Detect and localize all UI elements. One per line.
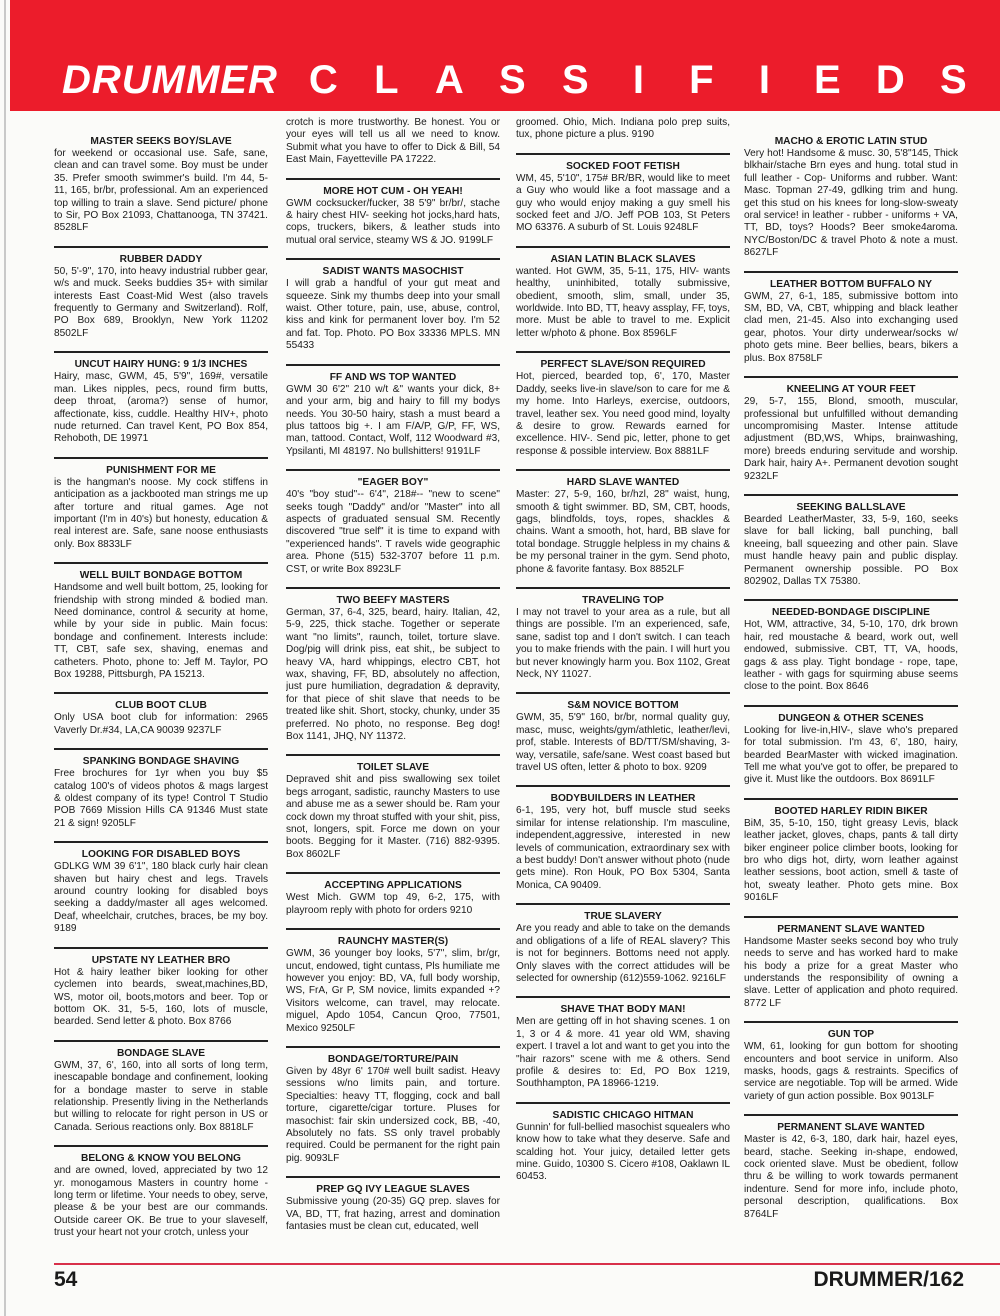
ad-divider	[286, 469, 500, 471]
ad-divider	[516, 351, 730, 353]
column-1	[54, 117, 268, 1257]
ad-title: SPANKING BONDAGE SHAVING	[82, 756, 240, 768]
ad-divider	[286, 872, 500, 874]
ad-title: BODYBUILDERS IN LEATHER	[550, 793, 696, 805]
classified-ad	[286, 469, 500, 576]
ad-body: Very hot! Handsome & musc. 30, 5'8"145, Thick blkhair/stache Brn eyes and hung. total stud in full leather - Cop- Uniforms and rubber. Want: Masc. Topman 27-49, gdlking trim and hung. get this stud on his knees for long-slow-sweaty oral service! in leather - rubber - uniforms + VA, TT, BD, toys? Hoods? Beer smoke4aroma. NYC/Boston/DC & travel Photo & note a must. 8627LF	[744, 148, 958, 259]
ad-title: ACCEPTING APPLICATIONS	[324, 880, 462, 892]
ad-divider	[54, 246, 268, 248]
ad-body: Depraved shit and piss swallowing sex toilet begs arrogant, sadistic, raunchy Masters to use and abuse me as a sewer should be. Ram your cock down my throat stuffed with your shit, piss, snot, longers, spit. Force me down on your boots. Begging for it Master. (716) 882-9395. Box 8602LF	[286, 774, 500, 860]
ad-divider	[286, 178, 500, 180]
ad-title: TOILET SLAVE	[356, 762, 430, 774]
ad-divider	[744, 271, 958, 273]
classified-ad	[744, 705, 958, 787]
ad-body: West Mich. GWM top 49, 6-2, 175, with playroom reply with photo for orders 9210	[286, 892, 500, 916]
section-letter: A	[434, 58, 464, 102]
classified-ad	[54, 748, 268, 830]
ad-title: SHAVE THAT BODY MAN!	[560, 1004, 686, 1016]
ad-title: TWO BEEFY MASTERS	[336, 594, 450, 606]
ad-divider	[516, 903, 730, 905]
ad-body: Looking for live-in,HIV-, slave who's prepared for total submission. I'm 43, 6', 180, hairy, bearded BearMaster with wicked imagination. Tell me what you've got to offer, be prepared to give it. Must like the outdoors. Box 8691LF	[744, 724, 958, 786]
ad-title: PERMANENT SLAVE WANTED	[777, 923, 925, 935]
ad-body: Gunnin' for full-bellied masochist squealers who know how to take what they deserve. Safe and scalding hot. Your juicy, detailed letter gets mine. Guido, 10300 S. Cicero #108, Oaklawn IL 60453.	[516, 1121, 730, 1183]
section-letter: S	[499, 58, 526, 102]
ad-title: BONDAGE/TORTURE/PAIN	[327, 1053, 459, 1065]
ad-body: GWM, 36 younger boy looks, 5'7", slim, br/gr, uncut, endowed, tight cuntass, Pls humiliate me however you enjoy: BD, VA, full body worship, WS, FrA, Gr P, SM novice, limits expanded +? Visitors welcome, can travel, may relocate. miguel, Apdo 1054, Cancun Qroo, 77501, Mexico 9250LF	[286, 948, 500, 1034]
ad-divider	[516, 469, 730, 471]
ad-divider	[54, 457, 268, 459]
ad-divider	[286, 258, 500, 260]
ad-divider	[516, 246, 730, 248]
ad-divider	[286, 928, 500, 930]
ad-divider	[286, 364, 500, 366]
header-banner	[10, 0, 1000, 111]
classified-ad	[516, 1102, 730, 1184]
ad-body: Handsome and well built bottom, 25, looking for friendship with strong minded & bodied man. Need dominance, control & security at home, while by your side in public. Main focus: bondage and confinement. Interests include: TT, CBT, safe sex, shaving, enemas and catheters. Photo, phone to: Jeff M. Taylor, PO Box 19288, Pittsburgh, PA 15213.	[54, 582, 268, 680]
section-letter: E	[814, 58, 841, 102]
ad-body: Free brochures for 1yr when you buy $5 catalog 100's of videos photos & mags largest & oldest company of its type! Control T Studio POB 7669 Mission Hills CA 91346 Must state 21 & sign! 9205LF	[54, 768, 268, 829]
classified-columns	[54, 117, 969, 1257]
ad-title: BOOTED HARLEY RIDIN BIKER	[774, 805, 928, 817]
ad-divider	[744, 1114, 958, 1116]
ad-title: PUNISHMENT FOR ME	[106, 464, 216, 476]
ad-title: RUBBER DADDY	[119, 253, 203, 265]
section-title	[292, 58, 985, 103]
classified-ad	[744, 135, 958, 260]
column-3	[516, 117, 730, 1257]
ad-divider	[54, 841, 268, 843]
ad-title: TRUE SLAVERY	[584, 911, 662, 923]
column-4	[744, 117, 958, 1257]
ad-body: Master: 27, 5-9, 160, br/hzl, 28" waist, hung, smooth & tight swimmer. BD, SM, CBT, hoods, gags, blindfolds, toys, ropes, shackles & chains. Want a smooth, hot, hard, BB slave for total bondage. Struggle helpless in my chains & be my personal trainer in the gym. Send photo, phone & favorite fantasy. Box 8852LF	[516, 489, 730, 575]
ad-divider	[54, 748, 268, 750]
ad-title: MASTER SEEKS BOY/SLAVE	[90, 136, 232, 147]
ad-body: 6-1, 195, very hot, buff muscle stud seeks similar for intense relationship. I'm masculine, independent,aggressive, interested in new levels of communication, extraordinary sex with a best buddy! Don't answer without photo (nude gets mine). Ron Houk, PO Box 5304, Santa Monica, CA 90409.	[516, 805, 730, 891]
ad-divider	[286, 754, 500, 756]
classified-ad	[54, 562, 268, 681]
ad-body: Only USA boot club for information: 2965 Vaverly Dr.#34, LA,CA 90039 9237LF	[54, 712, 268, 736]
ad-title: UPSTATE NY LEATHER BRO	[91, 954, 231, 966]
ad-title: LOOKING FOR DISABLED BOYS	[81, 849, 241, 861]
ad-body: is the hangman's noose. My cock stiffens in anticipation as a jackbooted man strings me up after torture and ritual games. Age not important (I'm in 40's) but honesty, education & real interest are. Safe, sane noose enthusiasts only. Box 8833LF	[54, 476, 268, 550]
ad-title: DUNGEON & OTHER SCENES	[778, 712, 924, 724]
classified-ad	[516, 996, 730, 1090]
ad-title: PERFECT SLAVE/SON REQUIRED	[540, 359, 706, 371]
classified-ad	[744, 376, 958, 483]
classified-ad	[744, 1114, 958, 1221]
issue-label: DRUMMER/162	[813, 1268, 964, 1291]
section-letter: S	[562, 58, 589, 102]
ad-divider	[286, 587, 500, 589]
section-letter: F	[689, 58, 714, 102]
ad-body: and are owned, loved, appreciated by two 12 yr. monogamous Masters in country home - long term or lifetime. Your needs to obey, serve, please & be your best are our commands. Outside career OK. Be true to your slaveself, trust your heart not your crotch, unless your	[54, 1165, 268, 1239]
classified-ad	[516, 153, 730, 235]
ad-divider	[744, 1021, 958, 1023]
ad-divider	[516, 1102, 730, 1104]
classified-ad	[744, 1021, 958, 1103]
classified-ad	[744, 271, 958, 365]
ad-body: Handsome Master seeks second boy who truly needs to serve and has worked hard to make his body a prize for a great Master who understands the responsibility of owning a slave. Letter of application and photo required. 8772 LF	[744, 935, 958, 1009]
ad-title: MACHO & EROTIC LATIN STUD	[774, 136, 928, 147]
ad-divider	[744, 916, 958, 918]
classified-ad	[286, 587, 500, 743]
section-letter: D	[875, 58, 905, 102]
ad-title: BELONG & KNOW YOU BELONG	[81, 1153, 241, 1165]
ad-body: I will grab a handful of your gut meat and squeeze. Sink my thumbs deep into your small waist. Other toture, pain, use, abuse, control, kiss and kink for permanent lover boy. I'm 52 and fat. Top. Photo. PO Box 33336 MPLS. MN 55433	[286, 278, 500, 352]
classified-ad	[286, 258, 500, 352]
ad-body: for weekend or occasional use. Safe, sane, clean and can travel some. Boy must be under 35. Prefer smooth swimmer's build. I'm 44, 5-11, 165, br/br, professional. Am an experienced top willing to train a slave. Send picture/ phone to Sir, PO Box 21093, Chattanooga, TN 37421. 8528LF	[54, 148, 268, 234]
ad-body: 50, 5'-9", 170, into heavy industrial rubber gear, w/s and muck. Seeks buddies 35+ with similar interests East Coast-Mid West (also travels frequently to Germany and Switzerland). Rolf, PO Box 689, Brooklyn, New York 11202 8502LF	[54, 265, 268, 339]
ad-title: SADIST WANTS MASOCHIST	[322, 266, 464, 278]
ad-title: FF AND WS TOP WANTED	[329, 371, 457, 383]
ad-divider	[516, 153, 730, 155]
ad-title: MORE HOT CUM - OH YEAH!	[323, 185, 463, 197]
ad-divider	[744, 494, 958, 496]
ad-title: PREP GQ IVY LEAGUE SLAVES	[316, 1184, 470, 1196]
continued-ad-text: crotch is more trustworthy. Be honest. You or your eyes will tell us all we need to know. Submit what you have to offer to Dick & Bill, 54 East Main, Fayetteville PA 17222.	[286, 117, 500, 166]
classified-ad	[516, 692, 730, 774]
classified-ad	[516, 785, 730, 892]
ad-body: Master is 42, 6-3, 180, dark hair, hazel eyes, beard, stache. Seeking in-shape, endowed, cock oriented slave. Must be obedient, follow thru & be willing to work towards permanent indenture. Send for more info, include photo, personal description, qualifications. Box 8764LF	[744, 1134, 958, 1220]
ad-body: Hairy, masc, GWM, 45, 5'9", 169#, versatile man. Likes nipples, pecs, round firm butts, deep throat, (aroma?) sense of humor, affectionate, kiss, cuddle. Healthy HIV+, photo nude returned. Can travel Kent, PO Box 854, Rehoboth, DE 19971	[54, 371, 268, 445]
ad-body: Submissive young (20-35) GQ prep. slaves for VA, BD, TT, frat hazing, arrest and domination fantasies must be clean cut, educated, well	[286, 1196, 500, 1232]
classified-ad	[54, 947, 268, 1029]
ad-title: BONDAGE SLAVE	[116, 1047, 206, 1059]
classified-ad	[516, 351, 730, 458]
ad-title: GUN TOP	[827, 1029, 875, 1041]
classified-ad	[54, 135, 268, 235]
ad-divider	[516, 692, 730, 694]
ad-divider	[54, 351, 268, 353]
classified-ad	[286, 872, 500, 917]
ad-body: wanted. Hot GWM, 35, 5-11, 175, HIV- wants healthy, uninhibited, totally submissive, obedient, smooth, slim, small, under 35, worldwide. Into BD, TT, heavy assplay, FF, toys, more. Must be able to travel to me. Explicit letter w/photo & phone. Box 8596LF	[516, 265, 730, 339]
page-gutter-line	[4, 0, 6, 1316]
classified-ad	[516, 903, 730, 985]
ad-body: 29, 5-7, 155, Blond, smooth, muscular, professional but unfulfilled without demanding uncompromising Master. Intense attitude adjustment (BD,WS, Whips, brainwashing, more) breeds enduring servitude and worship. Dark hair, hairy A+. Permanent devotion sought 9232LF	[744, 396, 958, 482]
ad-divider	[744, 599, 958, 601]
section-letter: I	[758, 58, 770, 102]
ad-body: BiM, 35, 5-10, 150, tight greasy Levis, black leather jacket, gloves, chaps, pants & tall dirty biker engineer police climber boots, looking for bro who digs hot, dirty, worn leather against leather sessions, boot action, smell & taste of hot, sweaty leather. Photo gets mine. Box 9016LF	[744, 817, 958, 904]
ad-body: GWM, 35, 5'9" 160, br/br, normal quality guy, masc, musc, weights/gym/athletic, leather/levi, prof, stable. Interests of BD/TT/SM/shaving, 3-way, versatile, safe/sane. West coast based but travel US often, letter & photo to box. 9209	[516, 712, 730, 774]
ad-body: GWM, 27, 6-1, 185, submissive bottom into SM, BD, VA, CBT, whipping and black leather clad men, 21-45. Also into exchanging used gear, photos. Your dirty underwear/socks w/ photo gets mine. Beer bellies, bears, bikers a plus. Box 8758LF	[744, 290, 958, 364]
classified-ad	[54, 351, 268, 445]
ad-title: SADISTIC CHICAGO HITMAN	[552, 1109, 694, 1121]
ad-body: Hot, pierced, bearded top, 6', 170, Master Daddy, seeks live-in slave/son to care for me & my home. Into Harleys, exercise, outdoors, travel, leather sex. You need good mind, loyalty & desire to grow. Rewards earned for excellence. HIV-. Send pic, letter, phone to get response & possible interview. Box 8881LF	[516, 371, 730, 457]
ad-title: CLUB BOOT CLUB	[115, 700, 207, 712]
page-number: 54	[54, 1268, 78, 1291]
classified-ad	[54, 457, 268, 551]
classified-ad	[286, 1046, 500, 1165]
ad-title: TRAVELING TOP	[582, 594, 664, 606]
ad-body: WM, 45, 5'10", 175# BR/BR, would like to meet a Guy who would like a foot massage and a guy who would enjoy making a guy smell his socked feet and J/O. Jeff POB 103, St Peters MO 63376. A suburb of St. Louis 9248LF	[516, 172, 730, 234]
ad-divider	[744, 798, 958, 800]
ad-body: GWM, 37, 6', 160, into all sorts of long term, inescapable bondage and confinement, looking for a bondage master to serve in stable relationship. Presently living in the Netherlands but willing to relocate for right person in US or Canada. Serious reactions only. Box 8818LF	[54, 1059, 268, 1133]
classified-ad	[744, 916, 958, 1010]
ad-body: GWM cocksucker/fucker, 38 5'9" br/br/, stache & hairy chest HIV- seeking hot jocks,hard hats, cops, truckers, bikers, & leather studs into mutual oral service, steamy WS & JO. 9199LF	[286, 197, 500, 246]
ad-body: Hot & hairy leather biker looking for other cyclemen into beards, sweat,machines,BD, WS, motor oil, boots,motors and beer. Top or bottom OK. 31, 5-5, 160, lots of muscle, bearded. Send letter & photo. Box 8766	[54, 966, 268, 1028]
section-letter: L	[374, 58, 399, 102]
classified-ad	[54, 246, 268, 340]
ad-title: LEATHER BOTTOM BUFFALO NY	[769, 278, 933, 290]
ad-divider	[286, 1046, 500, 1048]
ad-body: WM, 61, looking for gun bottom for shooting encounters and boot service in uniform. Also masks, hoods, gags & restraints. Specifics of service are negotiable. Top will be armed. Wide variety of gun action possible. Box 9013LF	[744, 1041, 958, 1102]
ad-divider	[54, 947, 268, 949]
classified-ad	[516, 469, 730, 576]
ad-divider	[54, 1145, 268, 1147]
ad-title: RAUNCHY MASTER(S)	[337, 936, 449, 948]
ad-divider	[54, 692, 268, 694]
column-2	[286, 117, 500, 1257]
ad-divider	[286, 1176, 500, 1178]
footer-rule	[54, 1263, 1000, 1265]
ad-divider	[54, 562, 268, 564]
classified-ad	[54, 841, 268, 935]
classified-ad	[286, 364, 500, 458]
ad-title: HARD SLAVE WANTED	[566, 477, 680, 489]
ad-divider	[516, 996, 730, 998]
brand-name: DRUMMER	[62, 58, 278, 102]
classified-ad	[286, 1176, 500, 1233]
ad-divider	[744, 705, 958, 707]
ad-title: ASIAN LATIN BLACK SLAVES	[550, 253, 696, 265]
ad-title: PERMANENT SLAVE WANTED	[777, 1122, 925, 1134]
ad-divider	[516, 785, 730, 787]
classified-ad	[54, 1040, 268, 1134]
ad-title: S&M NOVICE BOTTOM	[567, 700, 679, 712]
ad-title: "EAGER BOY"	[357, 477, 429, 489]
classified-ad	[744, 599, 958, 693]
ad-title: UNCUT HAIRY HUNG: 9 1/3 INCHES	[74, 359, 248, 371]
section-letter: I	[632, 58, 644, 102]
ad-title: SOCKED FOOT FETISH	[566, 160, 680, 172]
ad-body: Are you ready and able to take on the demands and obligations of a life of REAL slavery? This is not for beginners. Bottoms need not apply. Only slaves with the correct attidudes will be selected for ownership (612)559-1062. 9216LF	[516, 923, 730, 984]
classified-ad	[54, 692, 268, 737]
classified-ad	[516, 587, 730, 681]
ad-body: Given by 48yr 6' 170# well built sadist. Heavy sessions w/no limits pain, and torture. Specialties: heavy TT, flogging, cock and ball torture, cigarette/cigar torture. Pluses for masochist: fair skin undersized cock, BB, -40, Absolutely no fats. SS only travel probably required. Could be permanent for the right pain pig. 9093LF	[286, 1065, 500, 1164]
classified-ad	[286, 178, 500, 248]
ad-body: I may not travel to your area as a rule, but all things are possible. I'm an experienced, safe, sane, sadist top and I don't switch. I can teach you to make friends with the pain. I will hurt you but never knowingly harm you. Box 1102, Great Neck, NY 11027.	[516, 606, 730, 680]
ad-body: Men are getting off in hot shaving scenes. 1 on 1, 3 or 4 & more. 41 year old WM, shaving expert. I travel a lot and want to get you into the "hair razors" scene with me & others. Send profile & desires to: Ed, PO Box 1219, Southhampton, PA 18966-1219.	[516, 1016, 730, 1090]
classified-ad	[54, 1145, 268, 1239]
continued-ad-text: groomed. Ohio, Mich. Indiana polo prep suits, tux, phone picture a plus. 9190	[516, 117, 730, 141]
classified-ad	[516, 246, 730, 340]
classified-ad	[744, 798, 958, 905]
ad-body: Hot, WM, attractive, 34, 5-10, 170, drk brown hair, red moustache & beard, work out, well endowed, submissive. CBT, TT, VA, hoods, gags & ass play. Tight bondage - rope, tape, leather - with gags for squirming abuse seems close to the point. Box 8646	[744, 619, 958, 693]
classified-ad	[286, 754, 500, 861]
ad-divider	[54, 1040, 268, 1042]
ad-title: KNEELING AT YOUR FEET	[786, 384, 916, 396]
ad-body: GDLKG WM 39 6'1", 180 black curly hair clean shaven but hairy chest and legs. Travels around country looking for disabled boys seeking a daddy/master all ages welcomed. Deaf, wheelchair, crutches, braces, be my boy. 9189	[54, 861, 268, 935]
ad-body: German, 37, 6-4, 325, beard, hairy. Italian, 42, 5-9, 225, thick stache. Together or seperate want "no limits", raunch, toilet, torture slave. Dog/pig will drink piss, eat shit,, be subject to heavy VA, hard whippings, electro CBT, hot wax, shaving, FF, BD, absolutely no affection, just pure humiliation, degradation & depravity, for that piece of shit slave that needs to be treated like shit. Short, stocky, chunky, under 35 preferred. No photo, no response. Beg dog! Box 1141, JHQ, NY 11372.	[286, 606, 500, 743]
ad-body: Bearded LeatherMaster, 33, 5-9, 160, seeks slave for ball licking, ball punching, ball kneeing, ball squeezing and other pain. Slave must handle heavy pain and public display. Permanent ownership possible. PO Box 802902, Dallas TX 75380.	[744, 513, 958, 587]
ad-body: GWM 30 6'2" 210 w/t &" wants your dick, 8+ and your arm, big and hairy to fill my bodys needs. You 30-50 hairy, stash a must beard a plus tattoos big +. I am F/A/P, G/P, FF, WS, man, tattood. Contact, Wolf, 112 Woodward #3, Ypsilanti, MI 48197. No bullshitters! 9191LF	[286, 383, 500, 457]
classified-ad	[286, 928, 500, 1035]
ad-title: NEEDED-BONDAGE DISCIPLINE	[772, 607, 930, 619]
page-title	[62, 58, 985, 103]
ad-divider	[516, 587, 730, 589]
classified-ad	[744, 494, 958, 588]
section-letter: C	[308, 58, 338, 102]
ad-title: SEEKING BALLSLAVE	[796, 501, 906, 513]
ad-divider	[744, 376, 958, 378]
ad-title: WELL BUILT BONDAGE BOTTOM	[79, 570, 243, 582]
ad-body: 40's "boy stud"-- 6'4", 218#-- "new to scene" seeks tough "Daddy" and/or "Master" into all aspects of graduated sensual SM. Recently discovered "true self" it is time to expand with "experienced hands". T ravels wide geographic area. Phone (515) 532-3707 before 11 p.m. CST, or write Box 8923LF	[286, 489, 500, 575]
section-letter: S	[940, 58, 967, 102]
